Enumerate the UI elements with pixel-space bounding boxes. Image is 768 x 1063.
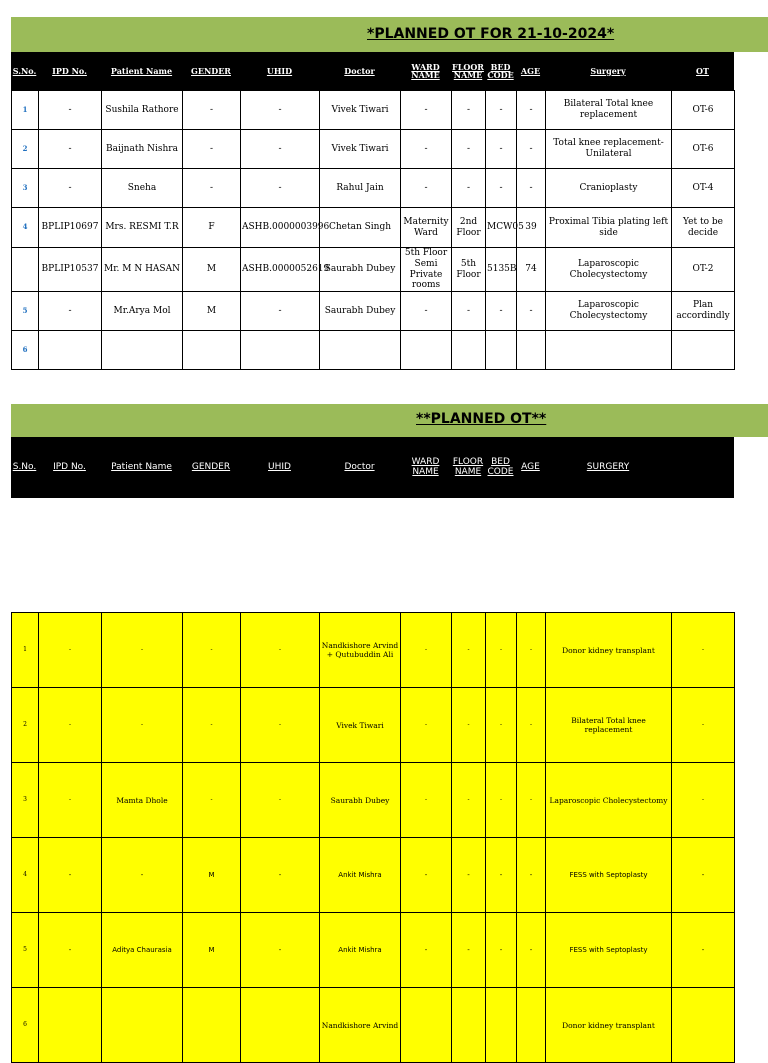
table-cell: - <box>517 913 546 988</box>
table-cell: Saurabh Dubey <box>320 763 401 838</box>
table-cell: Laparoscopic Cholecystectomy <box>546 292 672 331</box>
table-cell: - <box>401 763 452 838</box>
table-cell: - <box>241 763 320 838</box>
table-row <box>12 331 735 370</box>
table-cell: - <box>672 688 735 763</box>
table-cell: Vivek Tiwari <box>320 688 401 763</box>
column-header: Doctor <box>344 65 375 76</box>
table-cell: OT-4 <box>672 169 735 208</box>
table-cell: - <box>486 838 517 913</box>
table-cell: - <box>183 91 241 130</box>
table-cell: 39 <box>517 208 546 248</box>
table-cell: - <box>39 913 102 988</box>
table-cell: Rahul Jain <box>320 169 401 208</box>
table-cell: Total knee replacement-Unilateral <box>546 130 672 169</box>
table-cell: Plan accordindly <box>672 292 735 331</box>
table-cell: - <box>452 613 486 688</box>
table-cell: - <box>401 130 452 169</box>
column-header: SURGERY <box>586 461 630 472</box>
table-cell: Bilateral Total knee replacement <box>546 91 672 130</box>
table-cell: - <box>102 613 183 688</box>
table-cell: - <box>452 913 486 988</box>
table-cell: Laparoscopic Cholecystectomy <box>546 763 672 838</box>
table-row <box>12 688 735 763</box>
table-cell: F <box>183 208 241 248</box>
table-cell: - <box>517 91 546 130</box>
table-cell <box>241 988 320 1063</box>
table-cell <box>486 331 517 370</box>
table-cell: - <box>517 838 546 913</box>
table-cell: OT-6 <box>672 91 735 130</box>
table-cell: - <box>241 91 320 130</box>
table-cell: - <box>102 838 183 913</box>
table-cell: - <box>401 169 452 208</box>
table-cell: M <box>183 248 241 292</box>
table-cell <box>183 988 241 1063</box>
table-cell: Mr.Arya Mol <box>102 292 183 331</box>
table-cell: - <box>241 613 320 688</box>
column-header: OT <box>696 65 709 76</box>
table-cell: MCW05 <box>486 208 517 248</box>
table-cell: Baijnath Nishra <box>102 130 183 169</box>
table-row <box>12 248 735 292</box>
table-cell: 1 <box>12 91 39 130</box>
table-cell <box>517 331 546 370</box>
table-cell: - <box>39 292 102 331</box>
table-cell: M <box>183 913 241 988</box>
table-row <box>12 169 735 208</box>
table-cell <box>39 988 102 1063</box>
table-cell: - <box>39 130 102 169</box>
table-cell <box>241 331 320 370</box>
table-cell: - <box>183 130 241 169</box>
table-cell <box>102 331 183 370</box>
table-cell: - <box>486 688 517 763</box>
table-cell: Maternity Ward <box>401 208 452 248</box>
table-cell: - <box>102 688 183 763</box>
table-cell: Vivek Tiwari <box>320 91 401 130</box>
table-cell <box>183 331 241 370</box>
table-cell: M <box>183 292 241 331</box>
table-cell: - <box>672 838 735 913</box>
table-cell: Donor kidney transplant <box>546 613 672 688</box>
table-cell: - <box>241 292 320 331</box>
table-cell: - <box>517 613 546 688</box>
table-cell: - <box>183 169 241 208</box>
table-row <box>12 208 735 248</box>
table-cell: - <box>672 913 735 988</box>
table-cell: BPLIP10537 <box>39 248 102 292</box>
table-cell <box>12 248 39 292</box>
table-cell <box>102 988 183 1063</box>
table-cell: 5th Floor <box>452 248 486 292</box>
table-cell <box>517 988 546 1063</box>
table-cell: Ankit Mishra <box>320 913 401 988</box>
table-cell: - <box>39 688 102 763</box>
table-cell: BPLIP10697 <box>39 208 102 248</box>
table-cell: 4 <box>12 208 39 248</box>
column-header: S.No. <box>12 65 37 76</box>
table-cell: - <box>183 763 241 838</box>
table-cell: Mamta Dhole <box>102 763 183 838</box>
table-cell <box>320 331 401 370</box>
table-cell: - <box>452 91 486 130</box>
table-cell: Vivek Tiwari <box>320 130 401 169</box>
table-row <box>12 838 735 913</box>
column-header: UHID <box>268 461 291 472</box>
table-cell: 5135B <box>486 248 517 292</box>
section1-title: *PLANNED OT FOR 21-10-2024* <box>367 26 615 42</box>
table-cell: - <box>452 169 486 208</box>
section2-title: **PLANNED OT** <box>416 411 547 427</box>
table-cell: - <box>401 91 452 130</box>
column-header: Surgery <box>590 65 626 76</box>
table-cell: 1 <box>12 613 39 688</box>
table-cell: Mr. M N HASAN <box>102 248 183 292</box>
table-cell: FESS with Septoplasty <box>546 838 672 913</box>
column-header: WARD NAME <box>411 61 440 80</box>
table-cell: 2 <box>12 688 39 763</box>
table-row <box>12 763 735 838</box>
table-cell: OT-6 <box>672 130 735 169</box>
column-header: S.No. <box>12 461 37 472</box>
table-cell: Laparoscopic Cholecystectomy <box>546 248 672 292</box>
table-cell: - <box>39 91 102 130</box>
table-cell: - <box>39 838 102 913</box>
table-cell: - <box>183 688 241 763</box>
column-header: Doctor <box>344 461 375 472</box>
table-cell: Saurabh Dubey <box>320 248 401 292</box>
table-cell: - <box>452 763 486 838</box>
table-cell <box>486 988 517 1063</box>
column-header: BED CODE <box>487 457 514 477</box>
table-cell: Chetan Singh <box>320 208 401 248</box>
table-row <box>12 91 735 130</box>
table-cell: - <box>486 763 517 838</box>
table-cell: - <box>452 130 486 169</box>
table-cell: Bilateral Total knee replacement <box>546 688 672 763</box>
column-header: IPD No. <box>53 461 86 472</box>
column-header: GENDER <box>191 461 231 472</box>
column-header: FLOOR NAME <box>452 457 484 477</box>
table-cell: - <box>241 169 320 208</box>
table-cell: 6 <box>12 331 39 370</box>
table-cell: Saurabh Dubey <box>320 292 401 331</box>
table-cell: - <box>452 838 486 913</box>
table-cell: - <box>183 613 241 688</box>
table-cell: 3 <box>12 763 39 838</box>
table-cell: Yet to be decide <box>672 208 735 248</box>
table-cell: - <box>401 292 452 331</box>
table-cell: ASHB.0000052619 <box>241 248 320 292</box>
table-cell <box>452 988 486 1063</box>
table-cell: - <box>241 838 320 913</box>
table-cell: Nandkishore Arvind + Qutubuddin Ali <box>320 613 401 688</box>
table-planned-ot-date <box>11 90 735 370</box>
table-cell <box>401 331 452 370</box>
table-cell: M <box>183 838 241 913</box>
table-cell: 6 <box>12 988 39 1063</box>
column-header: FLOOR NAME <box>452 61 484 80</box>
column-header: Patient Name <box>110 65 173 76</box>
table-cell: Proximal Tibia plating left side <box>546 208 672 248</box>
table-cell: 2 <box>12 130 39 169</box>
column-header: GENDER <box>191 65 231 76</box>
header-row-2 <box>11 437 734 498</box>
table-cell: FESS with Septoplasty <box>546 913 672 988</box>
table-cell: 3 <box>12 169 39 208</box>
table-cell: - <box>39 763 102 838</box>
table-cell <box>672 988 735 1063</box>
table-cell: Aditya Chaurasia <box>102 913 183 988</box>
table-cell: - <box>486 91 517 130</box>
table-cell: Sneha <box>102 169 183 208</box>
table-cell: ASHB.0000003996 <box>241 208 320 248</box>
table-row <box>12 913 735 988</box>
table-row <box>12 988 735 1063</box>
table-cell: 5th Floor Semi Private rooms <box>401 248 452 292</box>
table-cell: - <box>517 130 546 169</box>
column-header: IPD No. <box>52 65 87 76</box>
column-header: BED CODE <box>487 61 514 80</box>
header-row-1 <box>11 52 734 90</box>
table-cell: - <box>452 688 486 763</box>
table-cell: Ankit Mishra <box>320 838 401 913</box>
table-cell: Cranioplasty <box>546 169 672 208</box>
table-cell: - <box>452 292 486 331</box>
table-row <box>12 613 735 688</box>
table-cell: - <box>486 292 517 331</box>
table-cell: - <box>486 169 517 208</box>
table-cell: - <box>517 763 546 838</box>
table-cell: Donor kidney transplant <box>546 988 672 1063</box>
table-cell: - <box>39 169 102 208</box>
table-cell: 5 <box>12 913 39 988</box>
table-cell: - <box>672 613 735 688</box>
table-cell: - <box>401 688 452 763</box>
table-cell: - <box>401 613 452 688</box>
table-row <box>12 292 735 331</box>
table-cell: - <box>486 613 517 688</box>
table-cell: - <box>241 688 320 763</box>
table-cell: - <box>517 169 546 208</box>
table-cell: 4 <box>12 838 39 913</box>
table-cell: - <box>39 613 102 688</box>
table-cell: 5 <box>12 292 39 331</box>
table-cell: - <box>401 913 452 988</box>
table-cell: - <box>486 130 517 169</box>
table-cell: - <box>517 688 546 763</box>
table-cell: 2nd Floor <box>452 208 486 248</box>
table-cell: - <box>517 292 546 331</box>
table-cell: - <box>401 838 452 913</box>
table-cell: Sushila Rathore <box>102 91 183 130</box>
table-cell: Mrs. RESMI T.R <box>102 208 183 248</box>
column-header: AGE <box>521 461 540 472</box>
column-header: Patient Name <box>111 461 172 472</box>
column-header: AGE <box>520 65 541 76</box>
table-cell <box>39 331 102 370</box>
table-cell: 74 <box>517 248 546 292</box>
table-cell <box>672 331 735 370</box>
column-header: WARD NAME <box>411 457 440 477</box>
table-cell <box>452 331 486 370</box>
table-cell: - <box>486 913 517 988</box>
table-cell: - <box>672 763 735 838</box>
table-planned-ot <box>11 612 735 1063</box>
table-cell <box>546 331 672 370</box>
title-band-2 <box>11 404 768 437</box>
column-header: UHID <box>266 65 293 76</box>
table-cell <box>401 988 452 1063</box>
table-cell: OT-2 <box>672 248 735 292</box>
table-row <box>12 130 735 169</box>
table-cell: - <box>241 130 320 169</box>
table-cell: Nandkishore Arvind <box>320 988 401 1063</box>
table-cell: - <box>241 913 320 988</box>
